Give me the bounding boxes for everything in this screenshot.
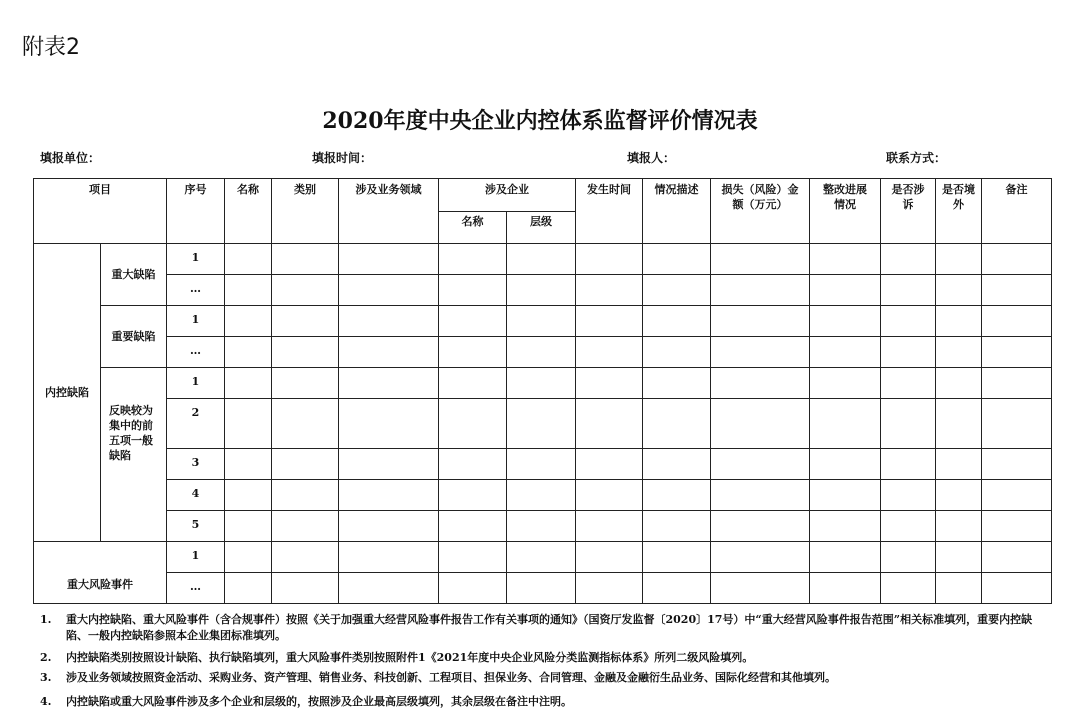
- seq-cell: …: [167, 337, 225, 368]
- header-remark: 备注: [982, 179, 1052, 244]
- seq-cell: 3: [167, 449, 225, 480]
- seq-cell: 1: [167, 368, 225, 399]
- note-number: 4.: [40, 695, 52, 708]
- note-text: 内控缺陷类别按照设计缺陷、执行缺陷填列，重大风险事件类别按照附件1《2021年度中央企业风险分类监测指标体系》所列二级风险填列。: [66, 651, 754, 664]
- seq-cell: 4: [167, 480, 225, 511]
- evaluation-table: [33, 178, 1052, 604]
- header-enterprise-level: 层级: [507, 212, 576, 244]
- meta-person-label: 填报人：: [627, 151, 676, 165]
- seq-cell: …: [167, 573, 225, 604]
- sub-major-defect: 重大缺陷: [101, 244, 167, 306]
- seq-cell: 1: [167, 306, 225, 337]
- form-title: 2020年度中央企业内控体系监督评价情况表: [322, 108, 758, 134]
- note-number: 3.: [40, 671, 52, 684]
- note-3: [40, 670, 1050, 686]
- meta-contact-label: 联系方式：: [886, 151, 947, 165]
- header-name: 名称: [225, 179, 272, 244]
- section-internal-control-defects: 内控缺陷: [34, 244, 101, 542]
- header-enterprise: 涉及企业: [439, 179, 576, 212]
- header-category: 类别: [272, 179, 339, 244]
- seq-cell: …: [167, 275, 225, 306]
- seq-cell: 5: [167, 511, 225, 542]
- sub-important-defect: 重要缺陷: [101, 306, 167, 368]
- header-time: 发生时间: [576, 179, 643, 244]
- note-text: 重大内控缺陷、重大风险事件（含合规事件）按照《关于加强重大经营风险事件报告工作有关事项的通知》（国资厅发监督〔2020〕17号）中“重大经营风险事件报告范围”相关标准填列，重要内控缺陷、一般内控缺陷参照本企业集团标准填列。: [66, 613, 1033, 642]
- seq-cell: 1: [167, 542, 225, 573]
- sub-top5-general-defects: 反映较为集中的前五项一般缺陷: [101, 368, 167, 542]
- seq-cell: 2: [167, 399, 225, 449]
- header-seq: 序号: [167, 179, 225, 244]
- seq-cell: 1: [167, 244, 225, 275]
- meta-time-label: 填报时间：: [312, 151, 373, 165]
- note-number: 2.: [40, 651, 52, 664]
- attachment-label: 附表2: [22, 35, 80, 60]
- note-text: 涉及业务领域按照资金活动、采购业务、资产管理、销售业务、科技创新、工程项目、担保业务、合同管理、金融及金融衍生品业务、国际化经营和其他填列。: [66, 671, 836, 684]
- header-desc: 情况描述: [643, 179, 711, 244]
- header-domain: 涉及业务领域: [339, 179, 439, 244]
- header-overseas: 是否境外: [936, 179, 982, 244]
- note-text: 内控缺陷或重大风险事件涉及多个企业和层级的，按照涉及企业最高层级填列，其余层级在备注中注明。: [66, 695, 572, 708]
- header-item: 项目: [34, 179, 167, 244]
- section-major-risk-events: 重大风险事件: [34, 542, 167, 604]
- note-number: 1.: [40, 613, 52, 626]
- header-progress: 整改进展情况: [810, 179, 881, 244]
- header-loss: 损失（风险）金额（万元）: [711, 179, 810, 244]
- note-4: [40, 694, 1050, 710]
- header-lawsuit: 是否涉诉: [881, 179, 936, 244]
- meta-unit-label: 填报单位：: [40, 151, 101, 165]
- header-enterprise-name: 名称: [439, 212, 507, 244]
- note-2: [40, 650, 1050, 666]
- note-1: [40, 612, 1050, 644]
